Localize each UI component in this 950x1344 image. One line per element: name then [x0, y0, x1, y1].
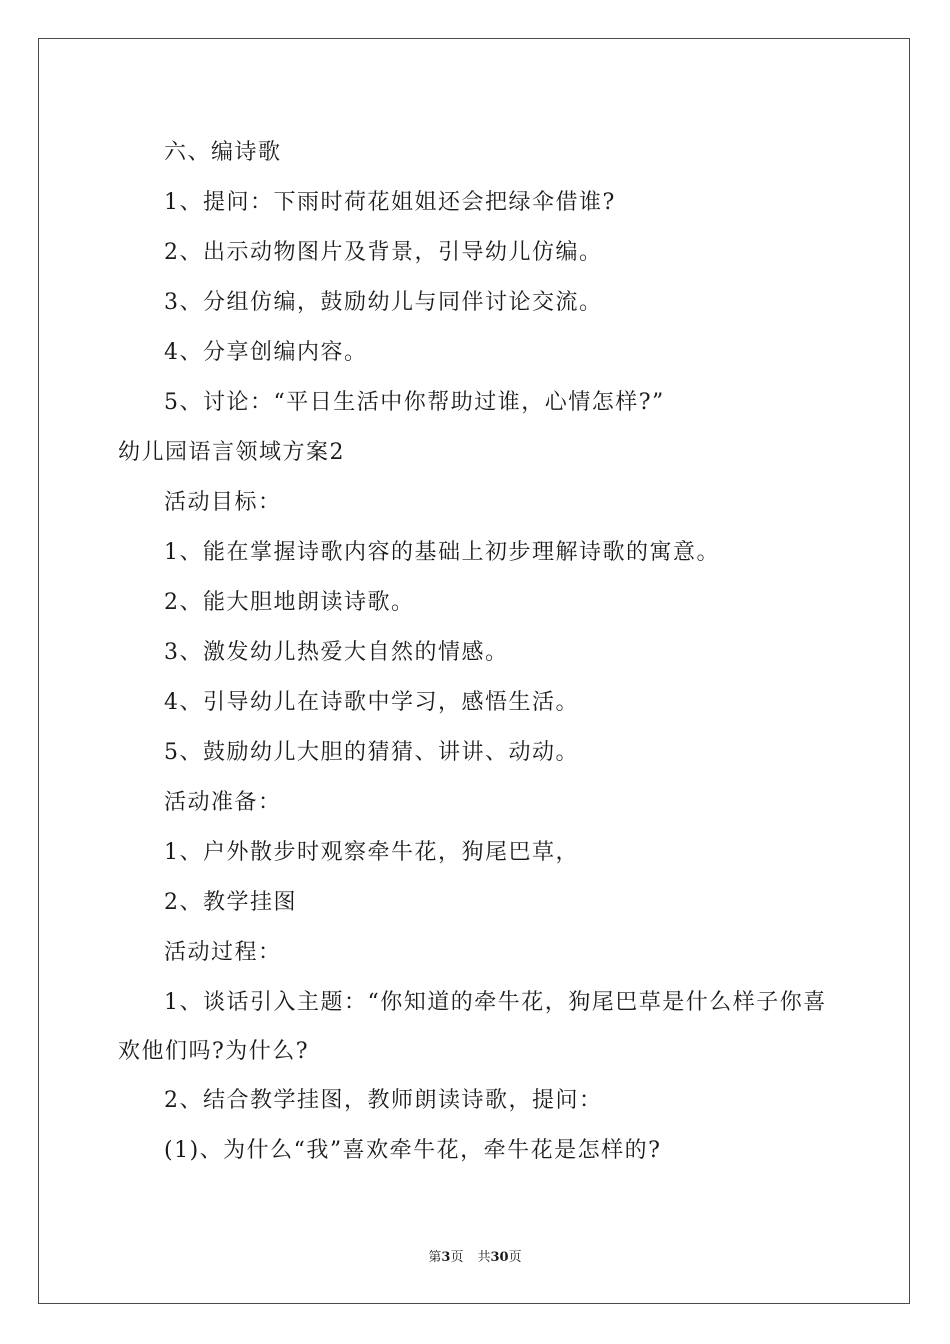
paragraph: 活动过程：	[164, 940, 282, 965]
paragraph: 5、鼓励幼儿大胆的猜猜、讲讲、动动。	[164, 740, 579, 765]
paragraph: 3、激发幼儿热爱大自然的情感。	[164, 640, 509, 665]
paragraph: 活动目标：	[164, 490, 282, 515]
paragraph: 1、能在掌握诗歌内容的基础上初步理解诗歌的寓意。	[164, 540, 720, 565]
paragraph: 1、户外散步时观察牵牛花，狗尾巴草，	[164, 840, 579, 865]
paragraph: 4、分享创编内容。	[164, 340, 368, 365]
page-footer	[0, 1246, 950, 1265]
paragraph: 2、教学挂图	[164, 890, 297, 915]
paragraph: 六、编诗歌	[164, 140, 282, 165]
paragraph: 5、讨论：“平日生活中你帮助过谁，心情怎样?”	[164, 390, 665, 415]
footer-current-page: 3	[441, 1250, 451, 1265]
paragraph: 4、引导幼儿在诗歌中学习，感悟生活。	[164, 690, 579, 715]
document-body	[118, 128, 840, 1176]
paragraph: (1)、为什么“我”喜欢牵牛花，牵牛花是怎样的?	[164, 1138, 662, 1163]
paragraph: 活动准备：	[164, 790, 282, 815]
footer-total-suffix: 页	[508, 1250, 522, 1265]
footer-total-prefix: 共	[477, 1250, 491, 1265]
paragraph: 3、分组仿编，鼓励幼儿与同伴讨论交流。	[164, 290, 603, 315]
paragraph: 1、提问：下雨时荷花姐姐还会把绿伞借谁?	[164, 190, 616, 215]
footer-prefix: 第	[428, 1250, 442, 1265]
section-heading: 幼儿园语言领域方案2	[118, 440, 345, 465]
footer-total-pages: 30	[490, 1250, 509, 1265]
paragraph: 2、出示动物图片及背景，引导幼儿仿编。	[164, 240, 603, 265]
footer-page-word: 页	[450, 1250, 464, 1265]
paragraph: 2、结合教学挂图，教师朗读诗歌，提问：	[164, 1088, 603, 1113]
paragraph: 1、谈话引入主题：“你知道的牵牛花，狗尾巴草是什么样子你喜欢他们吗?为什么?	[118, 990, 827, 1064]
paragraph: 2、能大胆地朗读诗歌。	[164, 590, 415, 615]
